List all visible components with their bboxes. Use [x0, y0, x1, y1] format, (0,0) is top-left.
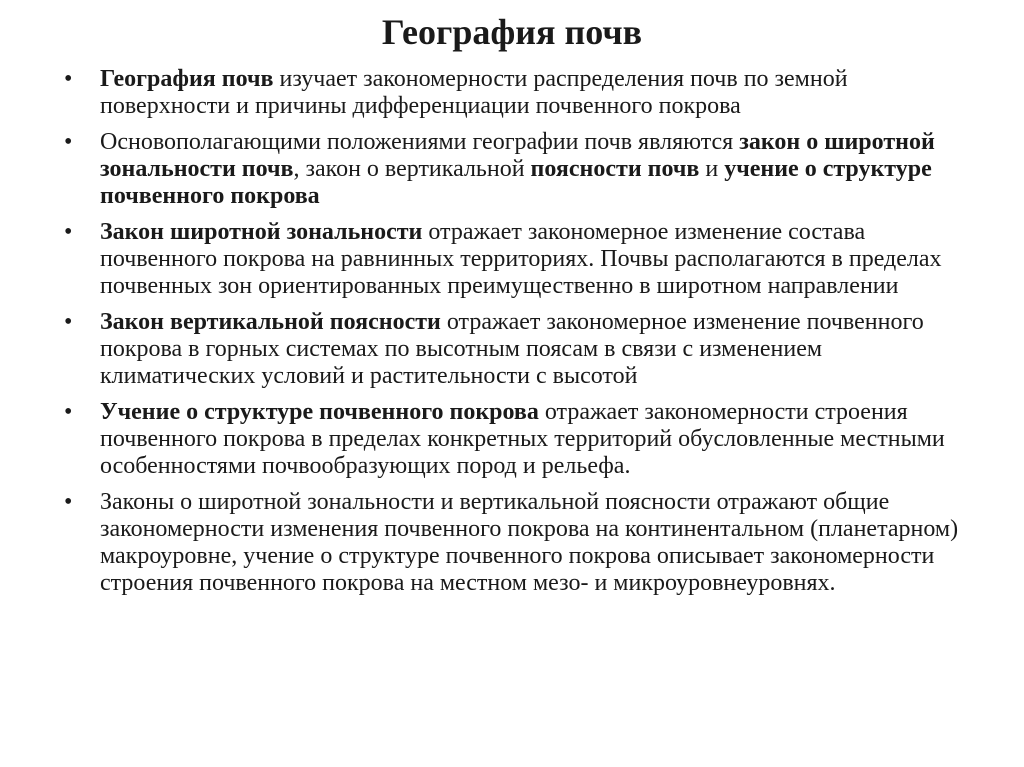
bullet-dot-icon: • — [64, 489, 73, 515]
bullet-item — [64, 399, 964, 480]
bold-term: Закон широтной зональности — [100, 219, 423, 245]
bullet-text: Законы о широтной зональности и вертикальной поясности отражают общие закономерности изменения почвенного покрова на континентальном (планетарном) макроуровне, учение о структуре почвенного покрова описывает закономерности строения почвенного покрова на местном мезо- и микроуровнеуровнях. — [100, 489, 959, 596]
slide-title: География почв — [381, 12, 643, 52]
bullet-text: изучает закономерности распределения почв по земной поверхности и причины дифференциации почвенного покрова — [100, 66, 848, 119]
bold-term: География почв — [100, 66, 274, 92]
bullet-dot-icon: • — [64, 219, 73, 245]
bullet-dot-icon: • — [64, 399, 73, 425]
bullet-item — [64, 219, 964, 300]
bold-term: Учение о структуре почвенного покрова — [100, 399, 539, 425]
bullet-text: и — [699, 156, 725, 182]
bold-term: Закон вертикальной поясности — [100, 309, 441, 335]
bullet-item — [64, 309, 964, 390]
bullet-text: отражает закономерное изменение почвенного покрова в горных системах по высотным поясам в связи с изменением климатических условий и растительности с высотой — [100, 309, 924, 389]
bullet-text: Основополагающими положениями географии почв являются — [100, 129, 740, 155]
bullet-item — [64, 66, 964, 120]
bullet-dot-icon: • — [64, 66, 73, 92]
bullet-item — [64, 129, 964, 210]
bullet-dot-icon: • — [64, 129, 73, 155]
bullet-item — [64, 489, 964, 597]
bold-term: закон о широтной зональности почв — [100, 129, 935, 182]
bullet-text: , закон о вертикальной — [293, 156, 531, 182]
bold-term: учение о структуре почвенного покрова — [100, 156, 932, 209]
bullet-list — [64, 66, 964, 606]
bold-term: поясности почв — [530, 156, 700, 182]
bullet-dot-icon: • — [64, 309, 73, 335]
bullet-text: отражает закономерное изменение состава почвенного покрова на равнинных территориях. Почвы располагаются в пределах почвенных зон ориентированных преимущественно в широтном направлении — [100, 219, 942, 299]
bullet-text: отражает закономерности строения почвенного покрова в пределах конкретных территорий обусловленные местными особенностями почвообразующих пород и рельефа. — [100, 399, 945, 479]
